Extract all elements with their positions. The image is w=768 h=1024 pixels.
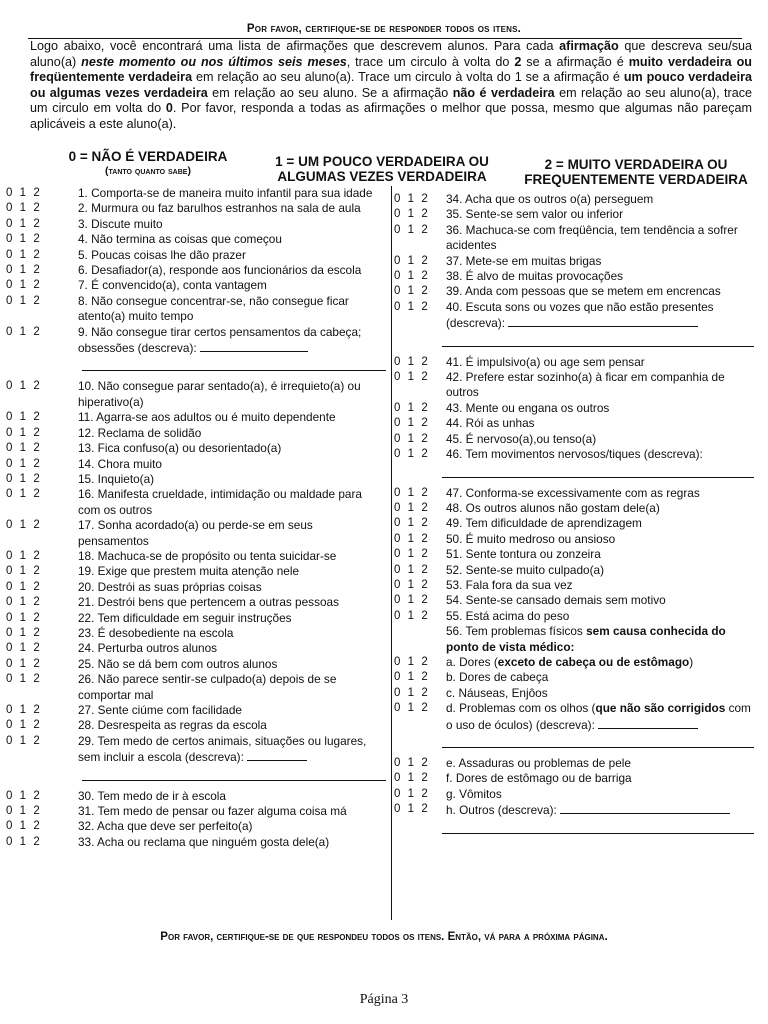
rating-scale[interactable]: 0 1 2: [6, 217, 41, 230]
list-item: [394, 192, 754, 207]
item-56-heading: [394, 624, 754, 655]
intro-text: . Por favor, responda a todas as afirmações o melhor que possa, mesmo que algumas não pareçam aplicáveis a este aluno(a).: [30, 101, 752, 131]
page-instruction-title: Por favor, certifique-se de responder todos os itens.: [246, 23, 522, 35]
item-text: 31. Tem medo de pensar ou fazer alguma coisa má: [78, 804, 347, 819]
item-text: 12. Reclama de solidão: [78, 425, 202, 440]
describe-field-line[interactable]: [82, 766, 386, 781]
intro-bold-italic: neste momento ou nos últimos seis meses: [81, 54, 347, 69]
list-item: [394, 416, 754, 431]
rating-scale[interactable]: 0 1 2: [394, 757, 429, 769]
list-item: [6, 518, 386, 549]
rating-scale[interactable]: 0 1 2: [6, 704, 41, 716]
item-text: 38. É alvo de muitas provocações: [446, 269, 624, 284]
list-item: [6, 426, 386, 441]
intro-text: se a afirmação é: [521, 54, 629, 69]
list-item: [394, 756, 754, 771]
item-text-part: ): [689, 654, 694, 669]
describe-field[interactable]: [508, 315, 698, 327]
rating-scale[interactable]: 0 1 2: [394, 371, 429, 384]
intro-text: em relação ao seu aluno(a). Trace um circulo à volta do 1 se a afirmação é: [192, 70, 624, 85]
list-item: [394, 269, 754, 284]
item-text: [78, 325, 386, 357]
list-item: [6, 804, 386, 819]
list-item: [6, 472, 386, 487]
right-item-column: [394, 192, 754, 834]
list-item: [6, 703, 386, 718]
list-item: [6, 657, 386, 672]
item-text: 46. Tem movimentos nervosos/tiques (descreva):: [446, 447, 703, 462]
item-text: 21. Destrói bens que pertencem a outras pessoas: [78, 595, 339, 610]
list-item: [394, 501, 754, 516]
list-item: [6, 410, 386, 425]
list-item: [394, 802, 754, 818]
item-text: 49. Tem dificuldade de aprendizagem: [446, 516, 642, 531]
item-text: 26. Não parece sentir-se culpado(a) depois de se comportar mal: [78, 672, 337, 702]
item-text: [446, 701, 754, 733]
item-text: 24. Perturba outros alunos: [78, 641, 218, 656]
list-item: [394, 701, 754, 733]
item-text: 22. Tem dificuldade em seguir instruções: [78, 610, 292, 625]
rating-scale[interactable]: 0 1 2: [6, 835, 41, 848]
item-text: 27. Sente ciúme com facilidade: [78, 703, 242, 717]
intro-text: que descreva seu/sua aluno(a): [30, 39, 752, 69]
describe-field-line[interactable]: [82, 356, 386, 371]
column-divider: [391, 186, 392, 920]
item-text: 15. Inquieto(a): [78, 471, 155, 486]
item-text: [446, 655, 754, 670]
list-item: [6, 263, 386, 278]
intro-bold: 0: [165, 101, 173, 116]
item-text: 39. Anda com pessoas que se metem em encrencas: [446, 284, 721, 299]
rating-scale[interactable]: 0 1 2: [394, 686, 429, 699]
rating-scale[interactable]: 0 1 2: [6, 248, 41, 261]
scale-header-2: 2 = MUITO VERDADEIRA OU FREQUENTEMENTE VERDADEIRA: [524, 157, 748, 187]
rating-scale[interactable]: 0 1 2: [394, 578, 429, 591]
rating-scale[interactable]: 0 1 2: [394, 223, 429, 236]
intro-bold: 2: [514, 54, 522, 69]
list-item: [394, 370, 754, 401]
describe-field-line[interactable]: [442, 463, 754, 478]
item-text: 35. Sente-se sem valor ou inferior: [446, 207, 624, 222]
item-text: e. Assaduras ou problemas de pele: [446, 756, 631, 770]
list-item: [394, 284, 754, 299]
item-text: 23. É desobediente na escola: [78, 625, 234, 640]
list-item: [6, 278, 386, 293]
scale-header-1: 1 = UM POUCO VERDADEIRA OU ALGUMAS VEZES VERDADEIRA: [275, 154, 489, 184]
list-item: [6, 441, 386, 456]
rating-scale[interactable]: 0 1 2: [6, 734, 41, 747]
intro-text: em relação ao seu aluno. Se a afirmação: [207, 85, 453, 100]
item-text: 28. Desrespeita as regras da escola: [78, 718, 267, 733]
rating-scale[interactable]: 0 1 2: [6, 294, 41, 307]
item-text: 33. Acha ou reclama que ninguém gosta dele(a): [78, 834, 330, 849]
list-item: [6, 789, 386, 804]
item-text-label: h. Outros (descreva):: [446, 803, 557, 818]
rating-scale[interactable]: 0 1 2: [394, 787, 429, 800]
rating-scale[interactable]: 0 1 2: [394, 401, 429, 414]
item-text-part: a. Dores (: [446, 654, 498, 669]
describe-field[interactable]: [560, 802, 730, 814]
item-text: 34. Acha que os outros o(a) perseguem: [446, 192, 654, 206]
rating-scale[interactable]: 0 1 2: [6, 580, 41, 593]
rating-scale[interactable]: 0 1 2: [394, 193, 429, 205]
describe-field[interactable]: [598, 717, 698, 729]
rating-scale[interactable]: 0 1 2: [394, 803, 429, 816]
list-item: [6, 641, 386, 656]
item-text: 10. Não consegue parar sentado(a), é irrequieto(a) ou hiperativo(a): [78, 379, 361, 409]
item-text: f. Dores de estômago ou de barriga: [446, 771, 632, 786]
rating-scale[interactable]: 0 1 2: [6, 457, 41, 470]
item-text-bold: que não são corrigidos: [595, 701, 726, 716]
list-item: [6, 201, 386, 216]
list-item: [394, 300, 754, 332]
list-item: [6, 672, 386, 703]
list-item: [394, 787, 754, 802]
item-text: g. Vômitos: [446, 786, 502, 801]
intro-bold: muito verdadeira ou freqüentemente verdadeira: [30, 54, 752, 85]
spacer: [6, 371, 386, 379]
rating-scale[interactable]: 0 1 2: [394, 208, 429, 221]
list-item: [394, 771, 754, 786]
item-text: 48. Os outros alunos não gostam dele(a): [446, 500, 660, 515]
spacer: [6, 781, 386, 789]
rating-scale[interactable]: 0 1 2: [6, 426, 41, 439]
item-text: 43. Mente ou engana os outros: [446, 400, 610, 415]
scale-header-0: [48, 149, 248, 179]
rating-scale[interactable]: 0 1 2: [394, 671, 429, 684]
rating-scale[interactable]: 0 1 2: [394, 448, 429, 461]
list-item: [394, 516, 754, 531]
item-text: 16. Manifesta crueldade, intimidação ou maldade para com os outros: [78, 487, 362, 517]
item-text: 52. Sente-se muito culpado(a): [446, 562, 605, 577]
list-item: [394, 655, 754, 670]
item-text: 19. Exige que prestem muita atenção nele: [78, 564, 300, 579]
list-item: [6, 819, 386, 834]
intro-text: Logo abaixo, você encontrará uma lista de afirmações que descrevem alunos. Para cada: [30, 39, 560, 53]
rating-scale[interactable]: 0 1 2: [6, 264, 41, 277]
rating-scale[interactable]: 0 1 2: [394, 772, 429, 785]
rating-scale[interactable]: 0 1 2: [6, 380, 41, 393]
rating-scale[interactable]: 0 1 2: [6, 519, 41, 532]
item-text: 13. Fica confuso(a) ou desorientado(a): [78, 441, 282, 456]
item-text: 4. Não termina as coisas que começou: [78, 232, 282, 247]
rating-scale[interactable]: 0 1 2: [6, 549, 41, 562]
list-item: [394, 593, 754, 608]
rating-scale[interactable]: 0 1 2: [6, 202, 41, 215]
describe-field-line[interactable]: [442, 733, 754, 748]
item-text-part: d. Problemas com os olhos (: [446, 701, 596, 716]
list-item: [6, 835, 386, 850]
item-text: 5. Poucas coisas lhe dão prazer: [78, 247, 246, 262]
list-item: [394, 547, 754, 562]
list-item: [394, 686, 754, 701]
rating-scale[interactable]: 0 1 2: [6, 472, 41, 485]
rating-scale[interactable]: 0 1 2: [6, 611, 41, 624]
item-text-label: 40. Escuta sons ou vozes que não estão presentes (descreva):: [446, 299, 714, 331]
list-item: [6, 580, 386, 595]
rating-scale[interactable]: 0 1 2: [394, 270, 429, 283]
item-text: 32. Acha que deve ser perfeito(a): [78, 819, 253, 834]
spacer: [394, 748, 754, 756]
item-text: 45. É nervoso(a),ou tenso(a): [446, 431, 597, 446]
list-item: [394, 355, 754, 370]
item-text: [446, 300, 754, 332]
intro-paragraph: [30, 39, 752, 133]
item-text: 17. Sonha acordado(a) ou perde-se em seus pensamentos: [78, 518, 313, 548]
item-text: c. Náuseas, Enjôos: [446, 685, 548, 700]
rating-scale[interactable]: 0 1 2: [394, 417, 429, 430]
rating-scale[interactable]: 0 1 2: [394, 285, 429, 298]
describe-field-line[interactable]: [442, 332, 754, 347]
rating-scale[interactable]: 0 1 2: [6, 596, 41, 609]
rating-scale[interactable]: 0 1 2: [394, 254, 429, 267]
item-text: 51. Sente tontura ou zonzeira: [446, 547, 601, 562]
page-number: Página 3: [359, 992, 409, 1007]
list-item: [394, 223, 754, 254]
list-item: [6, 232, 386, 247]
rating-scale[interactable]: 0 1 2: [394, 532, 429, 545]
intro-bold: um pouco verdadeira ou algumas vezes verdadeira: [30, 70, 753, 100]
item-text: 2. Murmura ou faz barulhos estranhos na sala de aula: [78, 201, 361, 216]
rating-scale[interactable]: 0 1 2: [6, 789, 41, 802]
list-item: [6, 294, 386, 325]
scale-header-0-sub: (tanto quanto sabe): [105, 165, 191, 177]
item-text: 54. Sente-se cansado demais sem motivo: [446, 593, 666, 608]
list-item: [6, 457, 386, 472]
item-text: b. Dores de cabeça: [446, 670, 549, 685]
intro-text: , trace um circulo à volta do: [346, 54, 515, 69]
list-item: [394, 432, 754, 447]
scale-header-0-label: 0 = NÃO É VERDADEIRA: [68, 149, 228, 164]
item-text: [78, 734, 386, 766]
item-text: 50. É muito medroso ou ansioso: [446, 531, 616, 546]
list-item: [394, 207, 754, 222]
list-item: [394, 670, 754, 685]
list-item: [6, 626, 386, 641]
rating-scale[interactable]: 0 1 2: [394, 563, 429, 576]
item-text-bold: exceto de cabeça ou de estômago: [497, 654, 690, 669]
rating-scale[interactable]: 0 1 2: [6, 626, 41, 639]
item-text: 20. Destrói as suas próprias coisas: [78, 579, 262, 594]
rating-scale[interactable]: 0 1 2: [6, 673, 41, 686]
describe-field[interactable]: [247, 749, 307, 761]
list-item: [6, 734, 386, 766]
rating-scale[interactable]: 0 1 2: [394, 594, 429, 607]
item-text: 30. Tem medo de ir à escola: [78, 788, 226, 803]
item-text: 7. É convencido(a), conta vantagem: [78, 278, 267, 293]
describe-field[interactable]: [200, 340, 308, 352]
item-text: 3. Discute muito: [78, 216, 163, 231]
intro-bold: não é verdadeira: [452, 85, 555, 100]
list-item: [394, 563, 754, 578]
rating-scale[interactable]: 0 1 2: [6, 325, 41, 338]
footer-instruction: Por favor, certifique-se de que respondeu todos os itens. Então, vá para a próxima página.: [160, 931, 608, 943]
describe-field-line[interactable]: [442, 819, 754, 834]
list-item: [6, 611, 386, 626]
item-text-part: com o uso de óculos) (descreva):: [446, 701, 751, 732]
rating-scale[interactable]: 0 1 2: [6, 805, 41, 818]
item-text: 41. É impulsivo(a) ou age sem pensar: [446, 354, 645, 369]
rating-scale[interactable]: 0 1 2: [394, 517, 429, 530]
item-text: 55. Está acima do peso: [446, 608, 570, 623]
rating-scale[interactable]: 0 1 2: [6, 657, 41, 670]
item-text: 42. Prefere estar sozinho(a) à ficar em companhia de outros: [446, 370, 725, 400]
intro-bold: afirmação: [559, 39, 619, 53]
list-item: [6, 564, 386, 579]
list-item: [394, 578, 754, 593]
item-text: 14. Chora muito: [78, 456, 162, 471]
item-text: 44. Rói as unhas: [446, 416, 535, 431]
rating-scale[interactable]: 0 1 2: [394, 300, 429, 313]
rating-scale[interactable]: 0 1 2: [6, 719, 41, 732]
rating-scale[interactable]: 0 1 2: [394, 501, 429, 514]
rating-scale[interactable]: 0 1 2: [394, 609, 429, 622]
list-item: [6, 379, 386, 410]
list-item: [6, 248, 386, 263]
spacer: [394, 347, 754, 355]
intro-text: em relação ao seu aluno(a), trace um circulo em volta do: [30, 85, 753, 116]
rating-scale[interactable]: 0 1 2: [6, 642, 41, 655]
rating-scale[interactable]: 0 1 2: [394, 702, 429, 715]
item-text: 37. Mete-se em muitas brigas: [446, 253, 602, 268]
list-item: [394, 401, 754, 416]
list-item: [6, 186, 386, 201]
item-text: 53. Fala fora da sua vez: [446, 577, 573, 592]
item-text-label: 29. Tem medo de certos animais, situações ou lugares, sem incluir a escola (descreva):: [78, 733, 367, 765]
item-text: [446, 802, 754, 818]
rating-scale[interactable]: 0 1 2: [394, 655, 429, 668]
rating-scale[interactable]: 0 1 2: [6, 233, 41, 246]
rating-scale[interactable]: 0 1 2: [394, 486, 429, 499]
left-item-column: [6, 186, 386, 850]
item-text-label: 9. Não consegue tirar certos pensamentos da cabeça; obsessões (descreva):: [78, 324, 362, 356]
list-item: [394, 532, 754, 547]
list-item: [6, 595, 386, 610]
item-text: 47. Conforma-se excessivamente com as regras: [446, 485, 700, 500]
rating-scale[interactable]: 0 1 2: [6, 565, 41, 578]
list-item: [6, 487, 386, 518]
list-item: [394, 447, 754, 462]
item-text: 18. Machuca-se de propósito ou tenta suicidar-se: [78, 548, 337, 563]
rating-scale[interactable]: 0 1 2: [6, 820, 41, 833]
rating-scale[interactable]: 0 1 2: [394, 432, 429, 445]
rating-scale[interactable]: 0 1 2: [394, 355, 429, 368]
item-text: 36. Machuca-se com freqüência, tem tendência a sofrer acidentes: [446, 222, 738, 253]
rating-scale[interactable]: 0 1 2: [6, 442, 41, 455]
list-item: [6, 217, 386, 232]
item-text: 8. Não consegue concentrar-se, não consegue ficar atento(a) muito tempo: [78, 293, 349, 324]
list-item: [6, 325, 386, 357]
rating-scale[interactable]: 0 1 2: [6, 187, 41, 199]
rating-scale[interactable]: 0 1 2: [6, 488, 41, 501]
item-text: 6. Desafiador(a), responde aos funcionários da escola: [78, 263, 362, 278]
list-item: [6, 549, 386, 564]
list-item: [394, 486, 754, 501]
item-text: 25. Não se dá bem com outros alunos: [78, 656, 278, 671]
item-56-heading-text: 56. Tem problemas físicos: [446, 624, 587, 639]
spacer: [394, 478, 754, 486]
list-item: [394, 254, 754, 269]
list-item: [394, 609, 754, 624]
item-56-heading-bold: sem causa conhecida do ponto de vista médico:: [446, 624, 726, 654]
rating-scale[interactable]: 0 1 2: [394, 548, 429, 561]
rating-scale[interactable]: 0 1 2: [6, 279, 41, 292]
rating-scale[interactable]: 0 1 2: [6, 411, 41, 424]
list-item: [6, 718, 386, 733]
item-text: 1. Comporta-se de maneira muito infantil para sua idade: [78, 186, 373, 200]
item-text: 11. Agarra-se aos adultos ou é muito dependente: [78, 410, 336, 425]
